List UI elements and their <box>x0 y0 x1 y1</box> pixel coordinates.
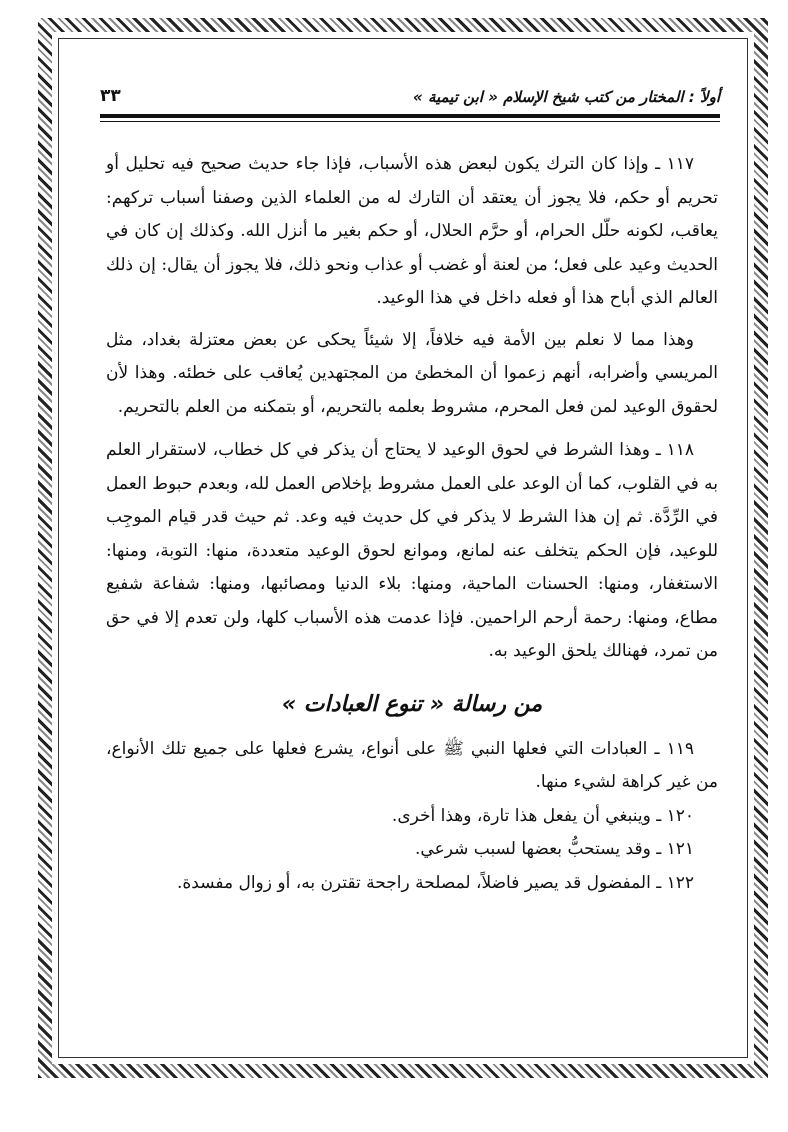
page-header <box>100 84 720 114</box>
header-rule-thin <box>100 121 720 122</box>
paragraph-117-a: ١١٧ ـ وإذا كان الترك يكون لبعض هذه الأسباب، فإذا جاء حديث صحيح فيه تحليل أو تحريم أو حكم، فلا يجوز أن يعتقد أن التارك له من العلماء الذين وصفنا أسباب تركهم: يعاقب، لكونه حلّل الحرام، أو حرَّم الحلال، أو حكم بغير ما أنزل الله. وكذلك إن كان في الحديث وعيد على فعل؛ من لعنة أو غضب أو عذاب ونحو ذلك، فلا يجوز أن يقال: إن ذلك العالم الذي أباح هذا أو فعله داخل في هذا الوعيد. <box>106 154 718 308</box>
page-number: ٣٣ <box>100 86 121 106</box>
paragraph-122: ١٢٢ ـ المفضول قد يصير فاضلاً، لمصلحة راجحة تقترن به، أو زوال مفسدة. <box>176 872 694 893</box>
page-body <box>106 148 718 900</box>
paragraph-121: ١٢١ ـ وقد يستحبُّ بعضها لسبب شرعي. <box>415 839 694 859</box>
paragraph-118: ١١٨ ـ وهذا الشرط في لحوق الوعيد لا يحتاج أن يذكر في كل خطاب، لاستقرار العلم به في القلوب، كما أن الوعد على العمل مشروط بإخلاص العمل لله، وبعدم حبوط العمل في الرِّدَّة. ثم إن هذا الشرط لا يذكر في كل حديث فيه وعد. ثم حيث قدر قيام الموجِب للوعيد، فإن الحكم يتخلف عنه لمانع، وموانع لحوق الوعيد متعددة، منها: التوبة، ومنها: الاستغفار، ومنها: الحسنات الماحية، ومنها: بلاء الدنيا ومصائبها، ومنها: شفاعة شفيع مطاع، ومنها: رحمة أرحم الراحمين. فإذا عدمت هذه الأسباب كلها، ولن تعدم إلا في حق من تمرد، فهنالك يلحق الوعيد به. <box>106 440 718 661</box>
paragraph-119: ١١٩ ـ العبادات التي فعلها النبي ﷺ على أنواع، يشرع فعلها على جميع تلك الأنواع، من غير كراهة لشيء منها. <box>106 738 718 792</box>
running-title: أولاً : المختار من كتب شيخ الإسلام « ابن تيمية » <box>413 88 720 106</box>
paragraph-117-b: وهذا مما لا نعلم بين الأمة فيه خلافاً، إلا شيئاً يحكى عن بعض معتزلة بغداد، مثل المريسي وأضرابه، أنهم زعموا أن المخطئ من المجتهدين يُعاقب على خطئه. وهذا لأن لحقوق الوعيد لمن فعل المحرم، مشروط بعلمه بالتحريم، أو بتمكنه من العلم بالتحريم. <box>106 329 718 417</box>
paragraph-120: ١٢٠ ـ وينبغي أن يفعل هذا تارة، وهذا أخرى. <box>391 805 694 826</box>
header-rule-thick <box>100 114 720 118</box>
section-title: من رسالة « تنوع العبادات » <box>281 691 543 717</box>
